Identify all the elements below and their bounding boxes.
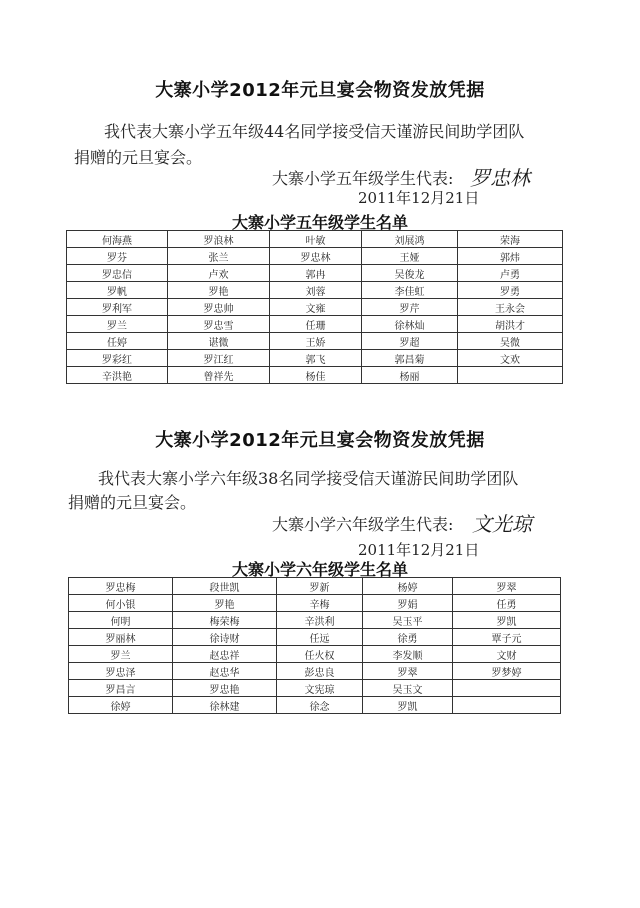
table-row xyxy=(69,612,561,629)
student-name-cell: 曾祥先 xyxy=(168,367,270,384)
student-name-cell: 郭冉 xyxy=(270,265,362,282)
student-name-cell: 罗超 xyxy=(362,333,458,350)
student-name-cell: 罗娟 xyxy=(363,595,453,612)
student-name-cell: 罗艳 xyxy=(173,595,277,612)
student-name-cell: 任火权 xyxy=(277,646,363,663)
student-name-cell: 吴玉文 xyxy=(363,680,453,697)
student-name-cell: 荣海 xyxy=(458,231,563,248)
roster-body xyxy=(69,578,561,714)
statement-line-1: 我代表大寨小学五年级44名同学接受信天谨游民间助学团队 xyxy=(104,122,525,141)
student-name-cell: 文宪琼 xyxy=(277,680,363,697)
student-name-cell: 卢欢 xyxy=(168,265,270,282)
student-name-cell: 杨丽 xyxy=(362,367,458,384)
table-row xyxy=(67,299,563,316)
receipt-title: 大寨小学2012年元旦宴会物资发放凭据 xyxy=(155,80,485,101)
student-name-cell: 刘展鸿 xyxy=(362,231,458,248)
student-name-cell: 罗忠雪 xyxy=(168,316,270,333)
student-name-cell: 辛洪利 xyxy=(277,612,363,629)
student-name-cell: 罗翠 xyxy=(363,663,453,680)
student-name-cell: 徐林灿 xyxy=(362,316,458,333)
student-name-cell: 任珊 xyxy=(270,316,362,333)
roster-title: 大寨小学六年级学生名单 xyxy=(231,560,408,579)
student-name-cell: 梅荣梅 xyxy=(173,612,277,629)
receipt-title: 大寨小学2012年元旦宴会物资发放凭据 xyxy=(155,430,485,451)
representative-signature: 罗忠林 xyxy=(470,166,530,190)
student-name-cell: 覃子元 xyxy=(453,629,561,646)
student-name-cell: 罗江红 xyxy=(168,350,270,367)
student-name-cell: 杨婷 xyxy=(363,578,453,595)
student-name-cell: 文雍 xyxy=(270,299,362,316)
student-name-cell: 徐婷 xyxy=(69,697,173,714)
student-name-cell: 罗忠梅 xyxy=(69,578,173,595)
table-row xyxy=(69,680,561,697)
roster-title: 大寨小学五年级学生名单 xyxy=(231,213,408,232)
student-name-cell: 徐念 xyxy=(277,697,363,714)
student-name-cell: 罗芬 xyxy=(67,248,168,265)
student-name-cell: 罗兰 xyxy=(69,646,173,663)
table-row xyxy=(67,316,563,333)
student-name-cell: 何海燕 xyxy=(67,231,168,248)
table-row xyxy=(69,629,561,646)
student-name-cell: 吴俊龙 xyxy=(362,265,458,282)
table-row xyxy=(69,595,561,612)
student-name-cell: 罗丽林 xyxy=(69,629,173,646)
student-name-cell xyxy=(458,367,563,384)
student-name-cell: 罗帆 xyxy=(67,282,168,299)
student-name-cell: 郭飞 xyxy=(270,350,362,367)
student-name-cell: 任勇 xyxy=(453,595,561,612)
table-row xyxy=(67,333,563,350)
student-name-cell: 郭炜 xyxy=(458,248,563,265)
student-name-cell: 罗利军 xyxy=(67,299,168,316)
representative-label: 大寨小学六年级学生代表: xyxy=(272,515,454,534)
table-row xyxy=(67,367,563,384)
student-name-cell: 赵忠华 xyxy=(173,663,277,680)
representative-signature: 文光琼 xyxy=(472,512,532,536)
student-name-cell: 罗彩红 xyxy=(67,350,168,367)
student-name-cell: 王娇 xyxy=(270,333,362,350)
student-name-cell: 何小银 xyxy=(69,595,173,612)
student-name-cell: 罗忠林 xyxy=(270,248,362,265)
student-name-cell: 罗艳 xyxy=(168,282,270,299)
student-name-cell xyxy=(453,697,561,714)
student-name-cell: 罗芹 xyxy=(362,299,458,316)
student-name-cell: 罗昌言 xyxy=(69,680,173,697)
student-name-cell: 任远 xyxy=(277,629,363,646)
table-row xyxy=(69,578,561,595)
student-name-cell: 罗勇 xyxy=(458,282,563,299)
student-name-cell: 彭忠良 xyxy=(277,663,363,680)
student-name-cell: 杨佳 xyxy=(270,367,362,384)
student-name-cell: 罗忠泽 xyxy=(69,663,173,680)
student-name-cell: 吴玉平 xyxy=(363,612,453,629)
student-name-cell: 李佳虹 xyxy=(362,282,458,299)
student-name-cell: 文欢 xyxy=(458,350,563,367)
issue-date: 2011年12月21日 xyxy=(358,541,480,559)
student-name-cell: 徐诗财 xyxy=(173,629,277,646)
issue-date: 2011年12月21日 xyxy=(358,189,480,207)
student-name-cell: 罗兰 xyxy=(67,316,168,333)
student-roster-table xyxy=(66,230,563,384)
student-name-cell: 徐林建 xyxy=(173,697,277,714)
student-name-cell: 罗凯 xyxy=(453,612,561,629)
statement-line-2: 捐赠的元旦宴会。 xyxy=(68,493,197,512)
student-name-cell: 徐勇 xyxy=(363,629,453,646)
student-name-cell: 罗新 xyxy=(277,578,363,595)
student-name-cell: 罗忠信 xyxy=(67,265,168,282)
table-row xyxy=(69,663,561,680)
student-name-cell: 郭昌菊 xyxy=(362,350,458,367)
student-name-cell: 段世凯 xyxy=(173,578,277,595)
student-name-cell: 叶敏 xyxy=(270,231,362,248)
student-name-cell: 罗忠帅 xyxy=(168,299,270,316)
statement-line-2: 捐赠的元旦宴会。 xyxy=(74,148,203,167)
statement-line-1: 我代表大寨小学六年级38名同学接受信天谨游民间助学团队 xyxy=(98,469,519,488)
table-row xyxy=(67,248,563,265)
student-name-cell: 吴微 xyxy=(458,333,563,350)
student-roster-table xyxy=(68,577,561,714)
student-name-cell: 赵忠祥 xyxy=(173,646,277,663)
student-name-cell: 文财 xyxy=(453,646,561,663)
table-row xyxy=(69,646,561,663)
student-name-cell: 罗梦婷 xyxy=(453,663,561,680)
student-name-cell: 谌微 xyxy=(168,333,270,350)
table-row xyxy=(67,265,563,282)
student-name-cell: 王娅 xyxy=(362,248,458,265)
student-name-cell: 罗浪林 xyxy=(168,231,270,248)
student-name-cell: 罗翠 xyxy=(453,578,561,595)
table-row xyxy=(67,282,563,299)
table-row xyxy=(67,231,563,248)
representative-label: 大寨小学五年级学生代表: xyxy=(272,169,454,188)
student-name-cell xyxy=(453,680,561,697)
student-name-cell: 王永会 xyxy=(458,299,563,316)
student-name-cell: 何明 xyxy=(69,612,173,629)
table-row xyxy=(69,697,561,714)
student-name-cell: 辛洪艳 xyxy=(67,367,168,384)
student-name-cell: 罗忠艳 xyxy=(173,680,277,697)
student-name-cell: 辛梅 xyxy=(277,595,363,612)
student-name-cell: 李发顺 xyxy=(363,646,453,663)
roster-body xyxy=(67,231,563,384)
student-name-cell: 罗凯 xyxy=(363,697,453,714)
student-name-cell: 卢勇 xyxy=(458,265,563,282)
student-name-cell: 张兰 xyxy=(168,248,270,265)
table-row xyxy=(67,350,563,367)
student-name-cell: 刘蓉 xyxy=(270,282,362,299)
student-name-cell: 胡洪才 xyxy=(458,316,563,333)
student-name-cell: 任婷 xyxy=(67,333,168,350)
